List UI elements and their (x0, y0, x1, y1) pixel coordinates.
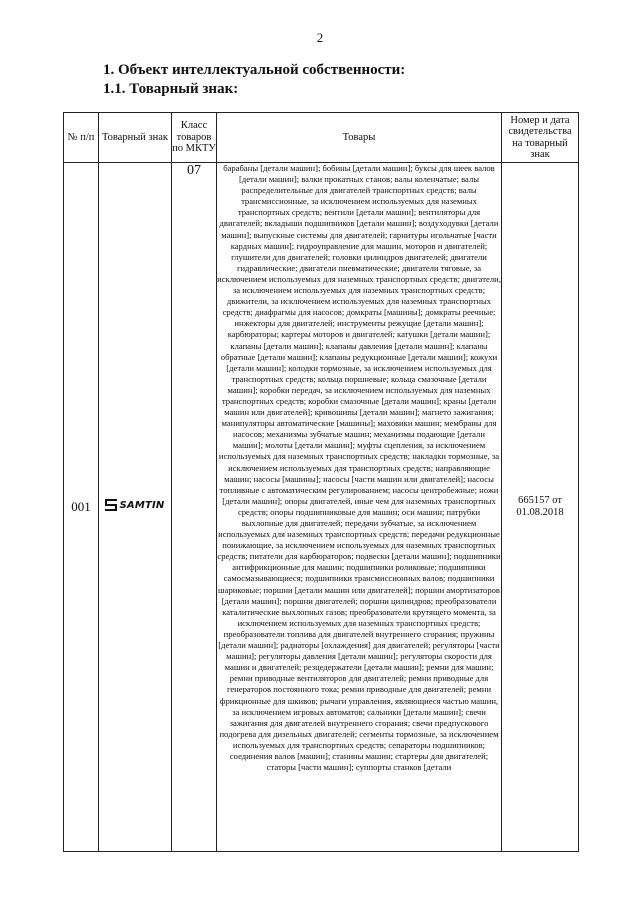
trademark-cell (99, 163, 172, 852)
goods-cell (217, 163, 502, 852)
subsection-heading: 1.1. Товарный знак: (103, 81, 239, 97)
row-number: 001 (64, 163, 99, 852)
header-registration: Номер и дата свидетельства на товарный знак (502, 113, 579, 163)
header-trademark: Товарный знак (99, 113, 172, 163)
class-cell: 07 (172, 163, 217, 852)
section-heading: 1. Объект интеллектуальной собственности: (103, 62, 406, 78)
table-row (64, 163, 579, 852)
samtin-logo-wordmark: SAMTIN (119, 499, 165, 511)
samtin-logo (105, 499, 164, 511)
header-class: Класс товаров по МКТУ (172, 113, 217, 163)
header-num: № п/п (64, 113, 99, 163)
samtin-logo-mark-icon (105, 499, 117, 511)
page-number: 2 (316, 30, 324, 45)
trademark-table (63, 112, 579, 852)
table-header-row (64, 113, 579, 163)
goods-text: барабаны [детали машин]; бобины [детали машин]; буксы для шеек валов [детали машин]; валки прокатных станов; валы коленчатые; валы распределительные для двигателей транспортных средств; валы трансмиссионные, за исключением используемых для наземных транспортных средств; вентили [детали машин]; вентиляторы для двигателей; вкладыши подшипников [детали машин]; воздуходувки [детали машин]; выпускные системы для двигателей; гарнитуры игольчатые [части кардных машин]; гидроуправление для машин, моторов и двигателей; глушители для двигателей; головки цилиндров двигателей; двигатели гидравлические; двигатели пневматические; двигатели тяговые, за исключением используемых для наземных транспортных средств; двигатели, за исключением используемых для наземных транспортных средств; движители, за исключением используемых для наземных транспортных средств; диафрагмы для насосов; домкраты [машины]; домкраты реечные; инжекторы для двигателей; инструменты режущие [детали машин]; карбюраторы; картеры моторов и двигателей; катушки [детали машин]; клапаны [детали машин]; клапаны давления [детали машин]; клапаны обратные [детали машин]; клапаны редукционные [детали машин]; кожухи [детали машин]; колодки тормозные, за исключением используемых для транспортных средств; кольца поршневые; кольца смазочные [детали машин]; коробки передач, за исключением используемых для наземных транспортных средств; коробки смазочные [детали машин]; краны [детали машин или двигателей]; кривошипы [детали машин]; магнето зажигания; манипуляторы автоматические [машины]; маховики машин; мембраны для насосов; механизмы зубчатые машин; механизмы подающие [детали машин]; молоты [детали машин]; муфты сцепления, за исключением используемых для наземных транспортных средств; накладки тормозные, за исключением используемых для транспортных средств; направляющие машин; насосы [машины]; насосы [части машин или двигателей]; насосы топливные с автоматическим регулированием; насосы центробежные; ножи [детали машин]; опоры двигателей, иные чем для наземных транспортных средств; опоры подшипниковые для машин; оси машин; патрубки выхлопные для двигателей; передачи зубчатые, за исключением используемых для наземных транспортных средств; передачи редукционные понижающие, за исключением используемых для наземных транспортных средств; питатели для карбюраторов; подвески [детали машин]; подшипники антифрикционные для машин; подшипники роликовые; подшипники самосмазывающиеся; подшипники трансмиссионных валов; подшипники шариковые; поршни [детали машин или двигателей]; поршни амортизаторов [детали машин]; поршни двигателей; поршни цилиндров; преобразователи каталитические выхлопных газов; преобразователи крутящего момента, за исключением используемых для наземных транспортных средств; преобразователи топлива для двигателей внутреннего сгорания; пружины [детали машин]; радиаторы [охлаждения] для двигателей; регуляторы [части машин]; регуляторы давления [детали машин]; регуляторы скорости для машин и двигателей; резцедержатели [детали машин]; ремни для машин; ремни приводные вентиляторов для двигателей; ремни приводные для генераторов постоянного тока; ремни приводные для двигателей; ремни фрикционные для шкивов; рычаги управления, являющиеся частью машин, за исключением игровых автоматов; сальники [детали машин]; свечи зажигания для двигателей внутреннего сгорания; свечи предпускового подогрева для дизельных двигателей; сегменты тормозные, за исключением используемых для транспортных средств; сепараторы подшипников; соединения валов [машин]; станины машин; стартеры для двигателей; статоры [части машин]; суппорты станков [детали (217, 163, 501, 773)
registration-cell: 665157 от 01.08.2018 (502, 163, 579, 852)
header-goods: Товары (217, 113, 502, 163)
